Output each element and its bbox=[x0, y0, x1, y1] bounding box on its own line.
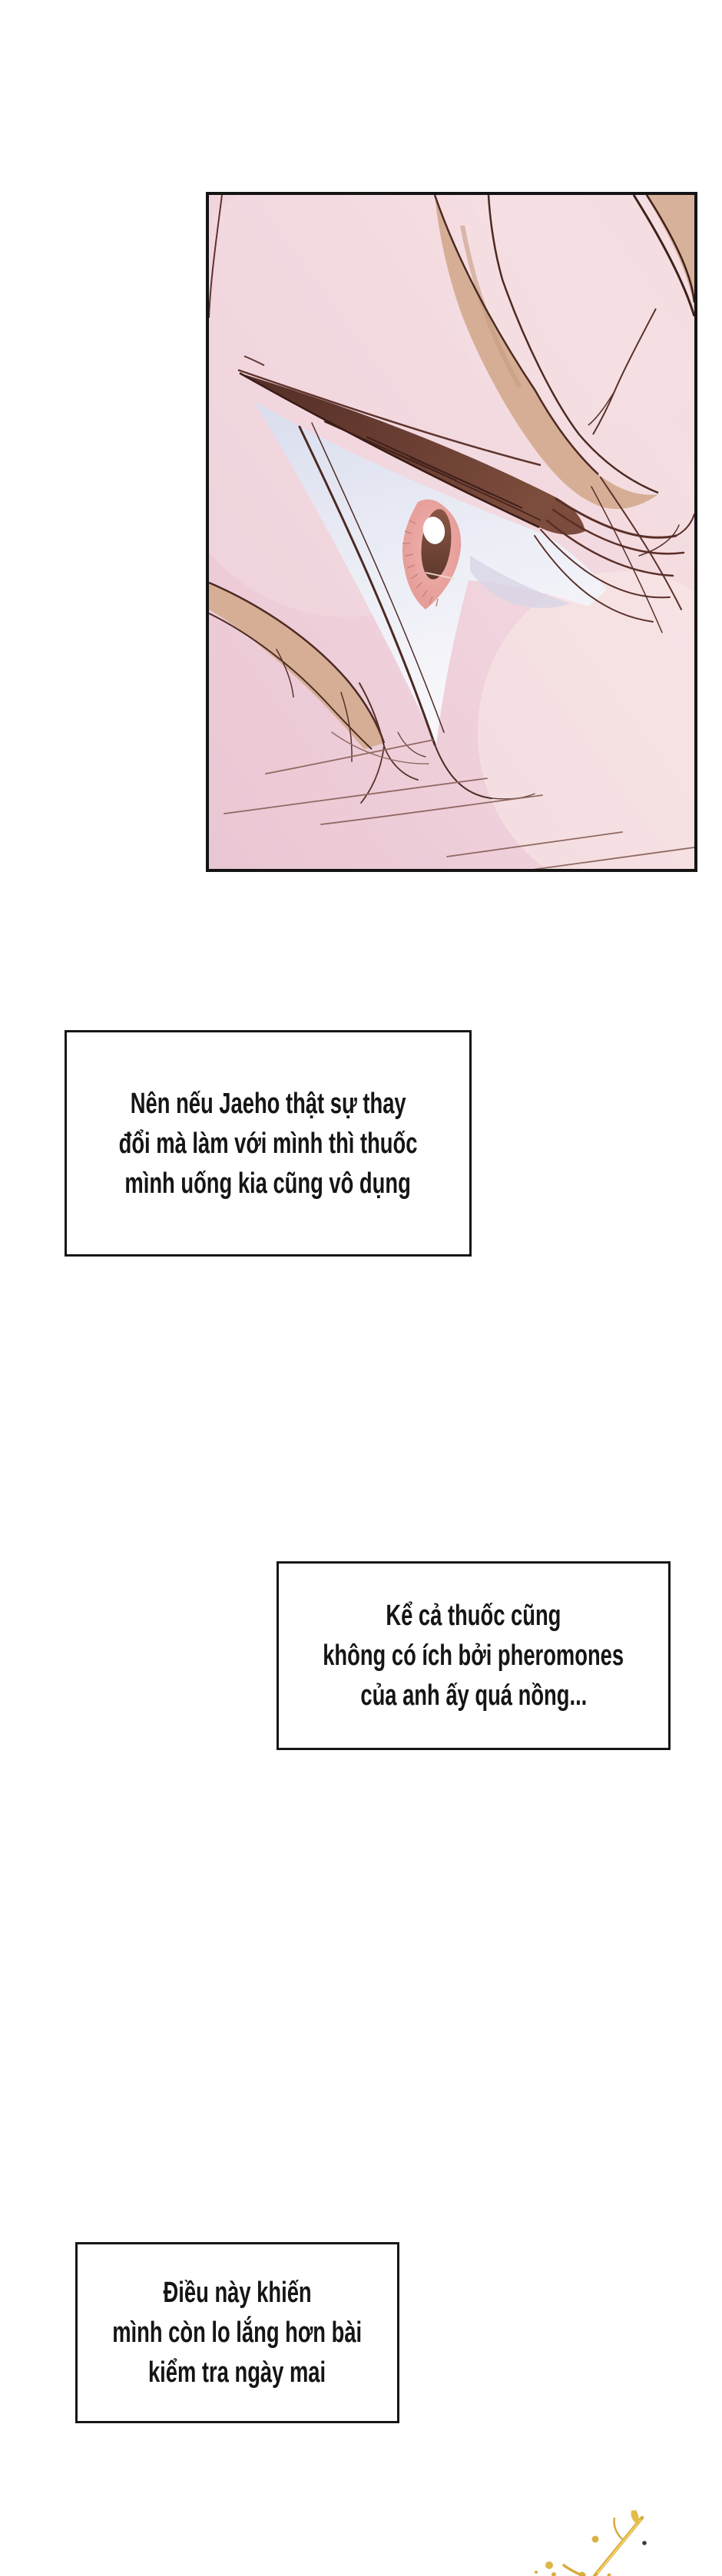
dialogue-line: mình còn lo lắng hơn bài bbox=[112, 2317, 363, 2349]
dialogue-line: Kể cả thuốc cũng bbox=[386, 1600, 561, 1632]
dialogue-line: mình uống kia cũng vô dụng bbox=[124, 1167, 412, 1200]
dialogue-line: không có ích bởi pheromones bbox=[323, 1640, 624, 1672]
gold-sparkle-art bbox=[530, 2510, 668, 2576]
gold-sparkle-decoration bbox=[530, 2510, 668, 2576]
eye-closeup-panel bbox=[206, 192, 697, 872]
dialogue-line: của anh ấy quá nồng... bbox=[360, 1679, 587, 1712]
thought-box-2 bbox=[277, 1561, 671, 1750]
dialogue-line: Nên nếu Jaeho thật sự thay bbox=[130, 1087, 406, 1120]
thought-box-3 bbox=[75, 2242, 399, 2423]
thought-box-1 bbox=[65, 1030, 472, 1257]
dialogue-line: Điều này khiến bbox=[163, 2277, 312, 2309]
dialogue-line: kiểm tra ngày mai bbox=[148, 2356, 326, 2389]
dialogue-line: đổi mà làm với mình thì thuốc bbox=[118, 1127, 418, 1160]
eye-closeup-art bbox=[209, 195, 694, 869]
